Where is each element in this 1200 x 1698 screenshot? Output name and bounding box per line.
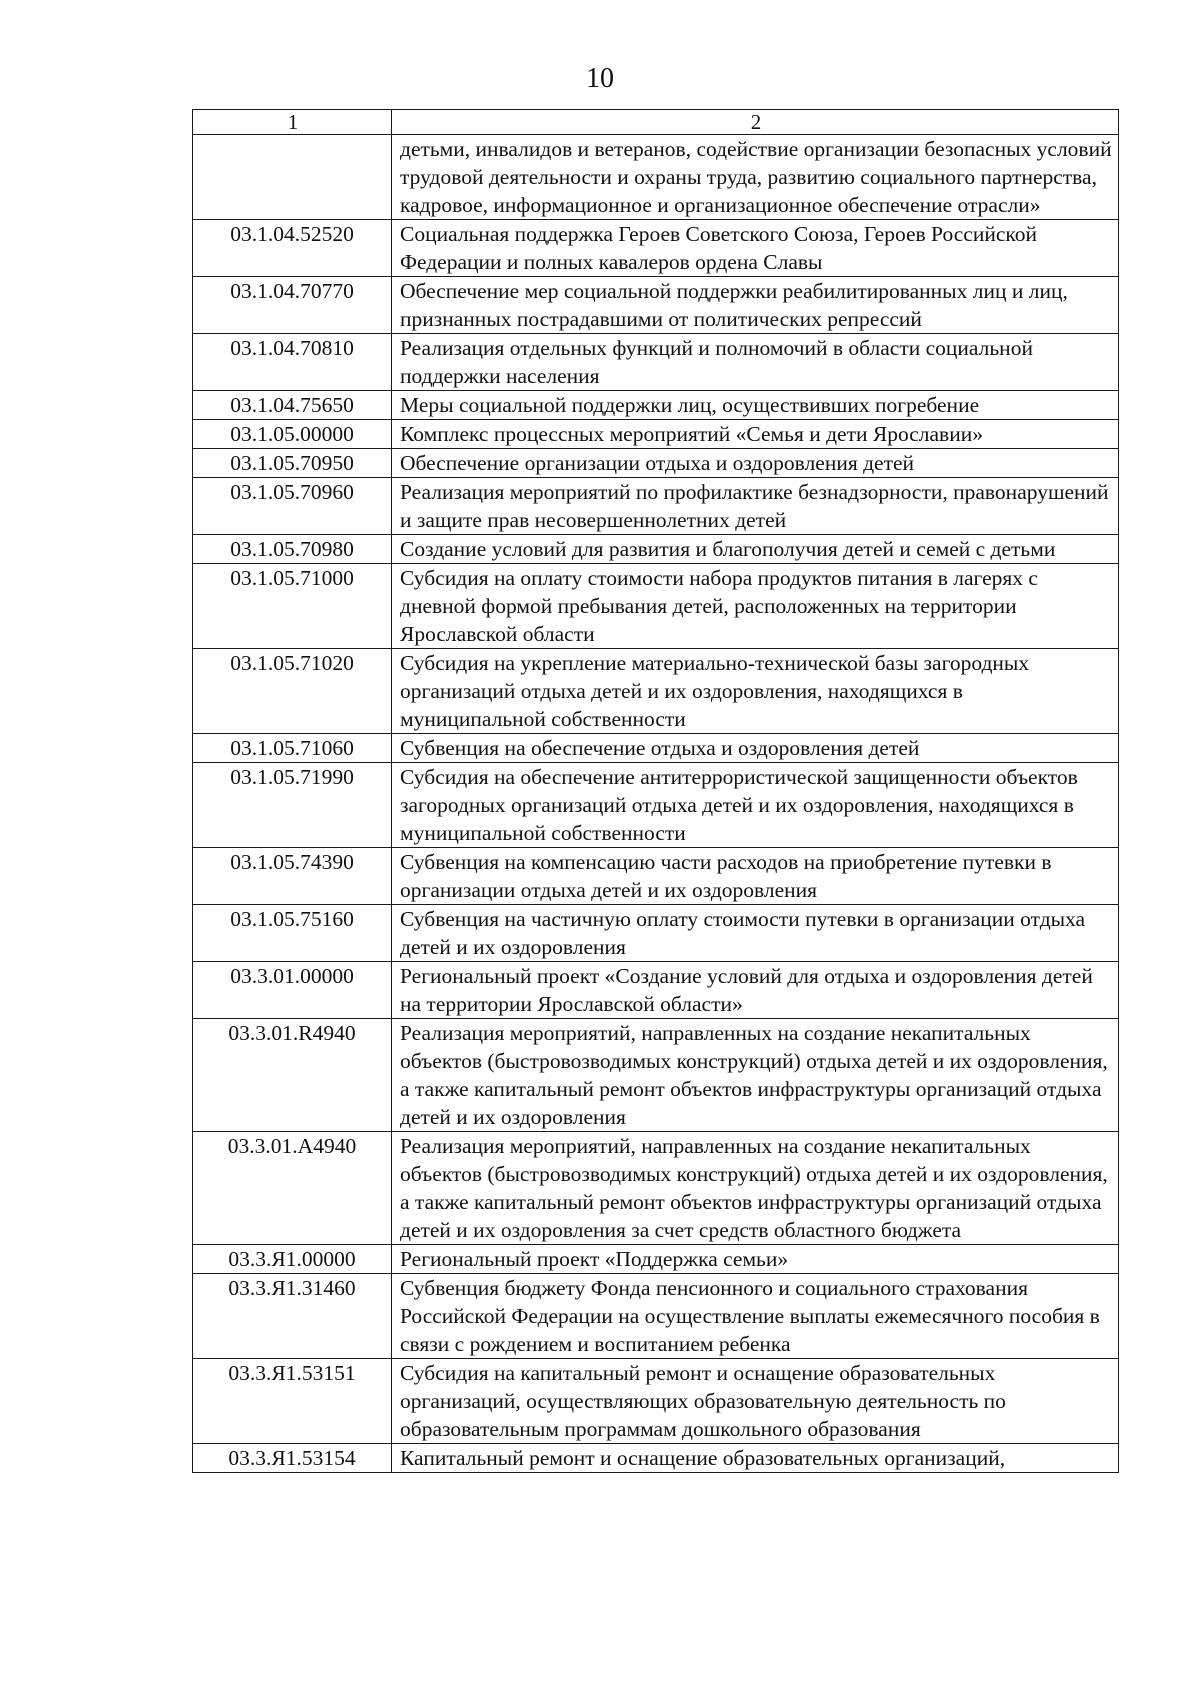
row-description: Субвенция бюджету Фонда пенсионного и социального страхования Российской Федерации на осуществление выплаты ежемесячного пособия в связи с рождением и воспитанием ребенка [392, 1274, 1119, 1359]
row-code: 03.1.05.70950 [193, 449, 392, 478]
table-row [193, 220, 1119, 277]
table-row [193, 1444, 1119, 1473]
table-row [193, 1019, 1119, 1132]
row-code: 03.1.05.71990 [193, 763, 392, 848]
table-row [193, 734, 1119, 763]
row-description: Меры социальной поддержки лиц, осуществивших погребение [392, 391, 1119, 420]
table-header-row [193, 110, 1119, 135]
row-code: 03.1.05.74390 [193, 848, 392, 905]
row-description: Субвенция на обеспечение отдыха и оздоровления детей [392, 734, 1119, 763]
row-description: Реализация мероприятий, направленных на создание некапитальных объектов (быстровозводимых конструкций) отдыха детей и их оздоровления, а также капитальный ремонт объектов инфраструктуры организаций отдыха детей и их оздоровления [392, 1019, 1119, 1132]
table-row [193, 1359, 1119, 1444]
row-description: Обеспечение организации отдыха и оздоровления детей [392, 449, 1119, 478]
table-row [193, 848, 1119, 905]
row-description: Региональный проект «Поддержка семьи» [392, 1245, 1119, 1274]
table-row [193, 391, 1119, 420]
row-description: Комплекс процессных мероприятий «Семья и дети Ярославии» [392, 420, 1119, 449]
row-code: 03.1.04.70770 [193, 277, 392, 334]
row-description: Субсидия на оплату стоимости набора продуктов питания в лагерях с дневной формой пребывания детей, расположенных на территории Ярославской области [392, 564, 1119, 649]
row-code: 03.1.05.71060 [193, 734, 392, 763]
row-description: Реализация отдельных функций и полномочий в области социальной поддержки населения [392, 334, 1119, 391]
row-description: Социальная поддержка Героев Советского Союза, Героев Российской Федерации и полных кавалеров ордена Славы [392, 220, 1119, 277]
row-code: 03.1.04.75650 [193, 391, 392, 420]
column-header-1: 1 [193, 110, 392, 135]
table-row [193, 1274, 1119, 1359]
table-row [193, 334, 1119, 391]
row-code: 03.3.Я1.53151 [193, 1359, 392, 1444]
page-number: 10 [586, 63, 614, 94]
row-description: Субсидия на обеспечение антитеррористической защищенности объектов загородных организаций отдыха детей и их оздоровления, находящихся в муниципальной собственности [392, 763, 1119, 848]
row-description: Создание условий для развития и благополучия детей и семей с детьми [392, 535, 1119, 564]
row-description: Региональный проект «Создание условий для отдыха и оздоровления детей на территории Ярославской области» [392, 962, 1119, 1019]
table-row [193, 535, 1119, 564]
row-description: Реализация мероприятий, направленных на создание некапитальных объектов (быстровозводимых конструкций) отдыха детей и их оздоровления, а также капитальный ремонт объектов инфраструктуры организаций отдыха детей и их оздоровления за счет средств областного бюджета [392, 1132, 1119, 1245]
table-row [193, 1245, 1119, 1274]
row-description: Субсидия на укрепление материально-технической базы загородных организаций отдыха детей и их оздоровления, находящихся в муниципальной собственности [392, 649, 1119, 734]
table-row [193, 449, 1119, 478]
row-code: 03.1.04.70810 [193, 334, 392, 391]
row-description: Субвенция на компенсацию части расходов на приобретение путевки в организации отдыха детей и их оздоровления [392, 848, 1119, 905]
table-row [193, 763, 1119, 848]
row-code: 03.1.05.70960 [193, 478, 392, 535]
row-code: 03.3.01.A4940 [193, 1132, 392, 1245]
row-description: Субсидия на капитальный ремонт и оснащение образовательных организаций, осуществляющих образовательную деятельность по образовательным программам дошкольного образования [392, 1359, 1119, 1444]
table-row [193, 478, 1119, 535]
row-code [193, 135, 392, 220]
table-row [193, 564, 1119, 649]
table-row [193, 905, 1119, 962]
table-row [193, 277, 1119, 334]
row-description: Субвенция на частичную оплату стоимости путевки в организации отдыха детей и их оздоровления [392, 905, 1119, 962]
table-row [193, 1132, 1119, 1245]
row-code: 03.3.Я1.00000 [193, 1245, 392, 1274]
budget-classification-table [192, 109, 1119, 1473]
row-code: 03.3.01.R4940 [193, 1019, 392, 1132]
row-code: 03.3.01.00000 [193, 962, 392, 1019]
table-row [193, 649, 1119, 734]
row-description: Реализация мероприятий по профилактике безнадзорности, правонарушений и защите прав несовершеннолетних детей [392, 478, 1119, 535]
row-code: 03.1.05.00000 [193, 420, 392, 449]
row-code: 03.1.04.52520 [193, 220, 392, 277]
row-description: Обеспечение мер социальной поддержки реабилитированных лиц и лиц, признанных пострадавшими от политических репрессий [392, 277, 1119, 334]
column-header-2: 2 [392, 110, 1119, 135]
row-code: 03.1.05.71000 [193, 564, 392, 649]
row-code: 03.3.Я1.31460 [193, 1274, 392, 1359]
table-row [193, 962, 1119, 1019]
table-row [193, 420, 1119, 449]
table-row [193, 135, 1119, 220]
row-description: детьми, инвалидов и ветеранов, содействие организации безопасных условий трудовой деятельности и охраны труда, развитию социального партнерства, кадровое, информационное и организационное обеспечение отрасли» [392, 135, 1119, 220]
row-description: Капитальный ремонт и оснащение образовательных организаций, [392, 1444, 1119, 1473]
row-code: 03.3.Я1.53154 [193, 1444, 392, 1473]
row-code: 03.1.05.75160 [193, 905, 392, 962]
row-code: 03.1.05.71020 [193, 649, 392, 734]
row-code: 03.1.05.70980 [193, 535, 392, 564]
